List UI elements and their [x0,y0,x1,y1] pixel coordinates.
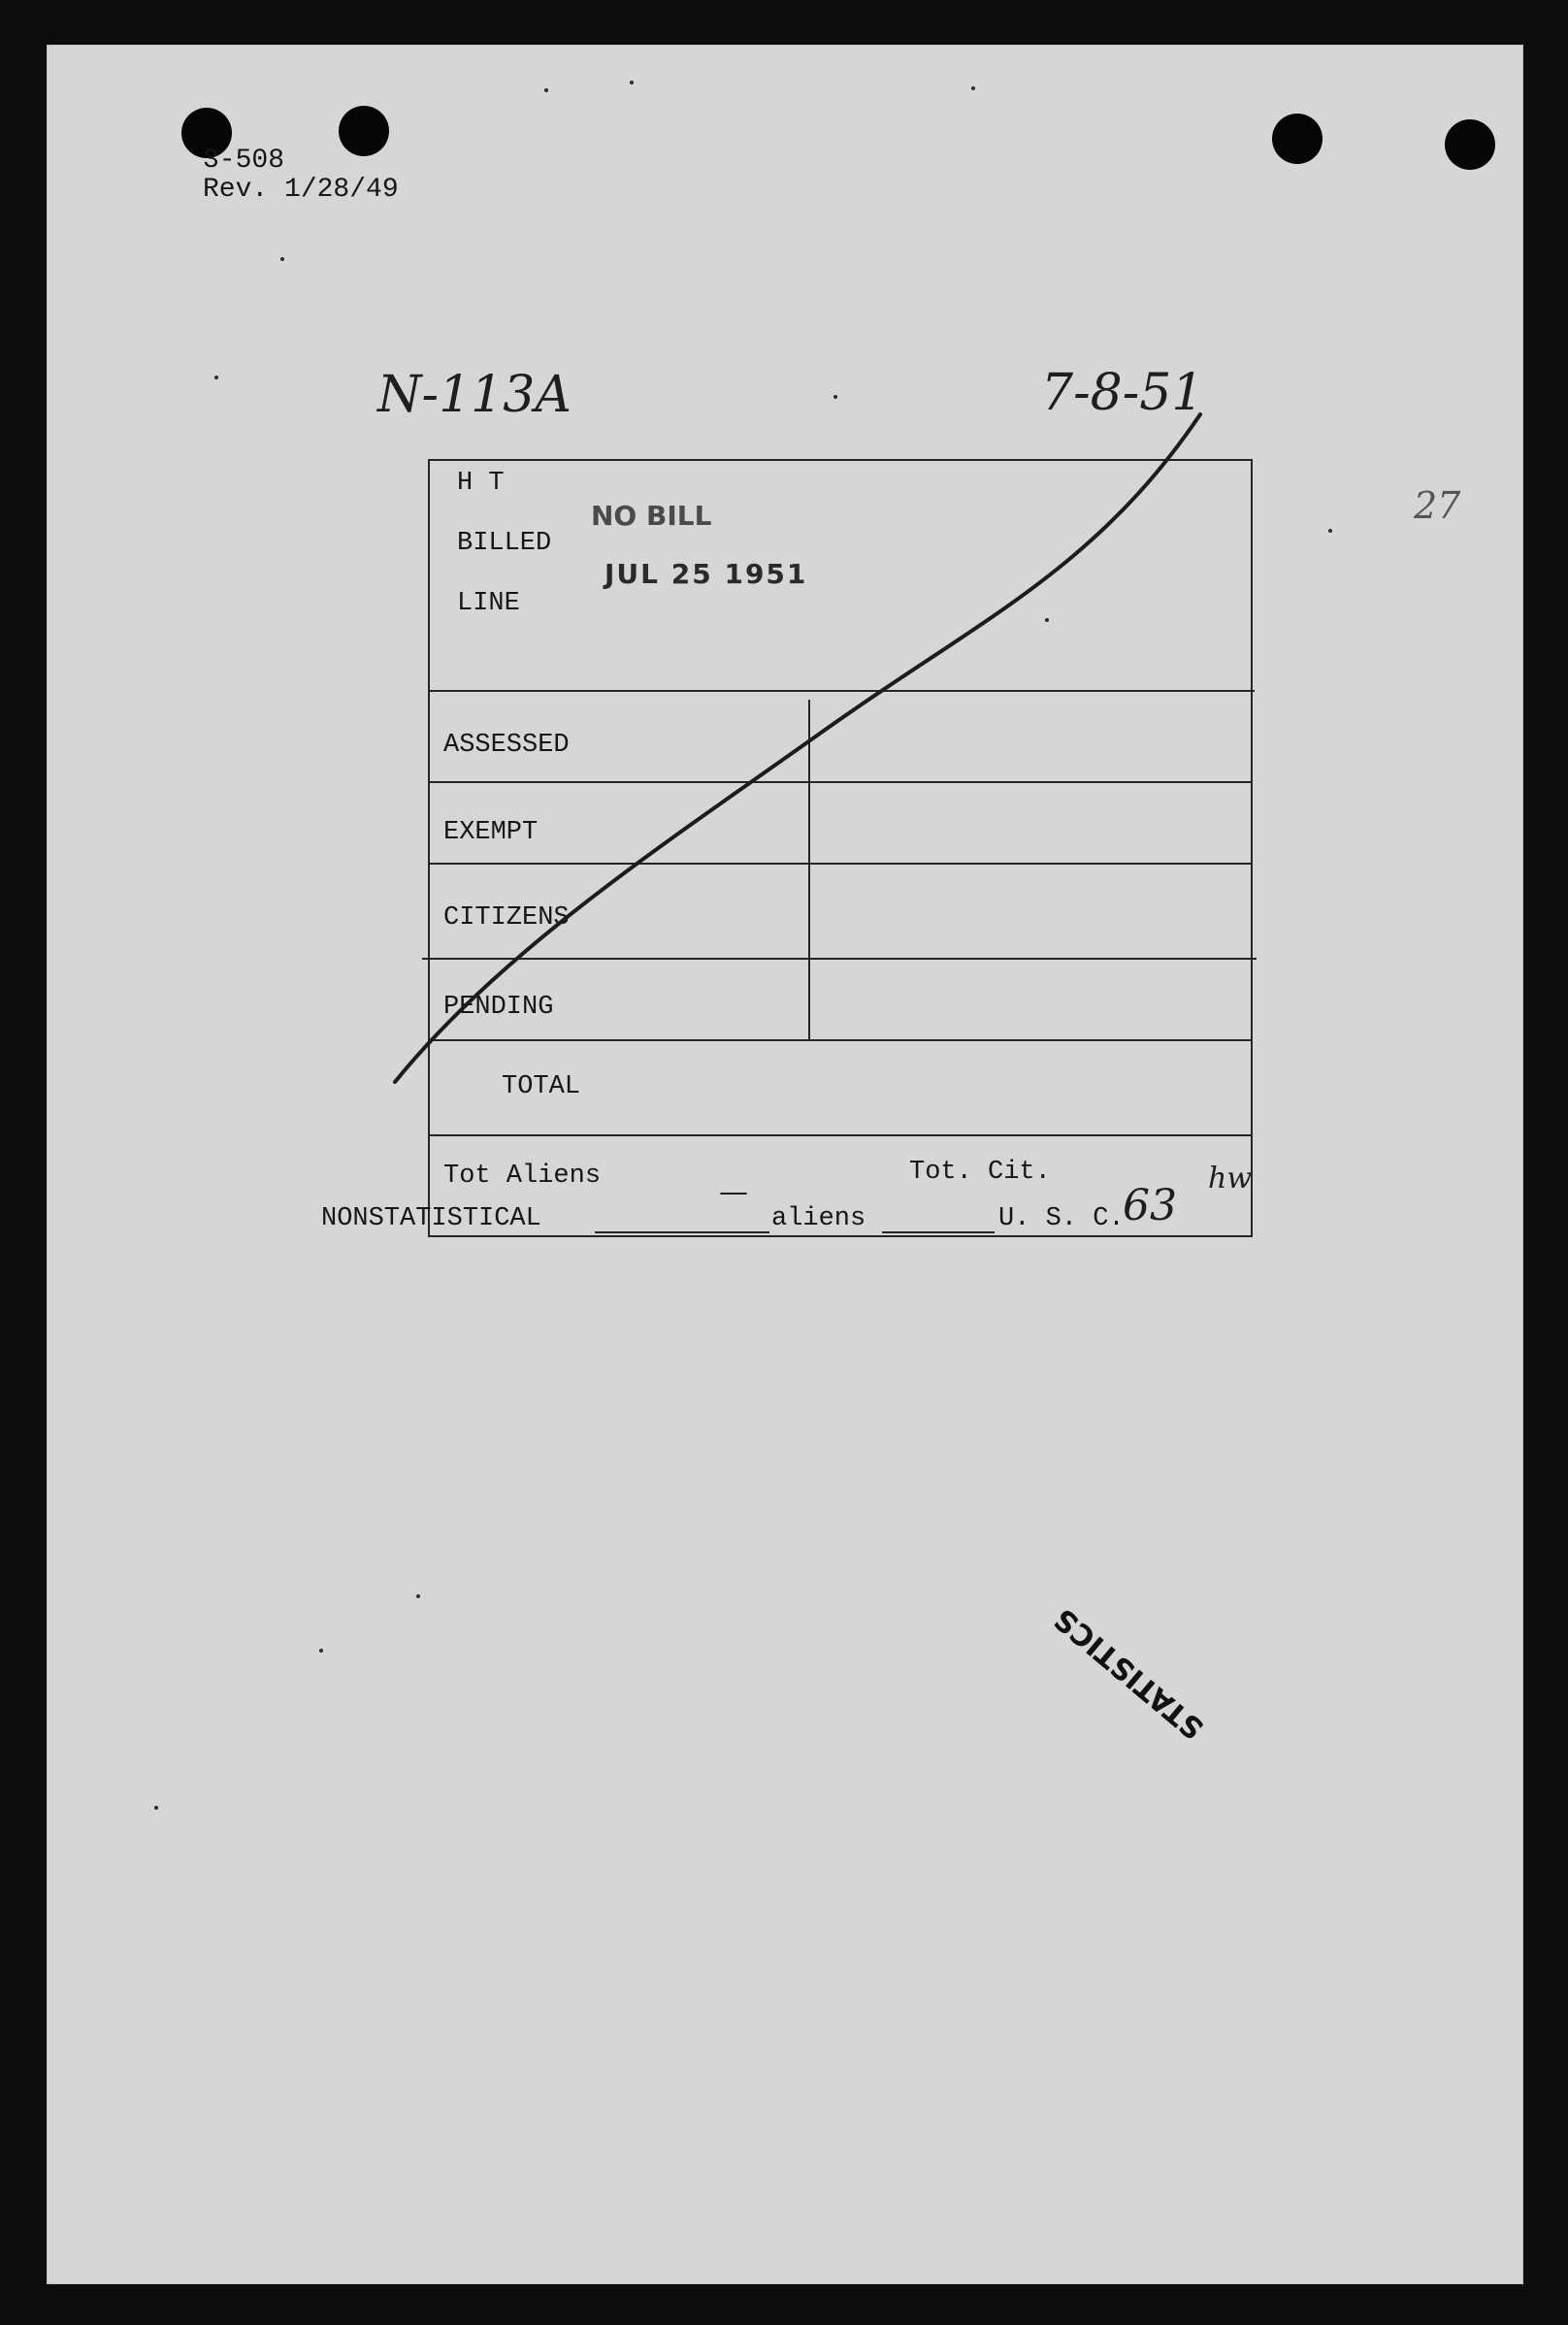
speck [971,86,975,90]
form-number: 3-508 [203,146,285,176]
form-revision: Rev. 1/28/49 [203,175,399,205]
initials: hw [1208,1162,1252,1195]
speck [1045,618,1049,622]
billed-label: BILLED [457,529,552,558]
no-bill-stamp: NO BILL [591,500,712,532]
tot-aliens-dash: — [719,1175,748,1209]
speck [280,257,284,261]
page-number: 27 [1414,484,1461,527]
speck [416,1594,420,1598]
total-label: TOTAL [502,1072,581,1101]
speck [833,395,837,399]
speck [154,1806,158,1810]
line-label: LINE [457,589,520,618]
aliens-blank [882,1231,995,1233]
file-number: N-113A [377,366,572,424]
speck [1328,529,1332,533]
usc-label: U. S. C. [998,1204,1125,1233]
speck [630,81,634,84]
nonstatistical-blank [595,1231,769,1233]
cancel-strike-line [48,46,1522,2283]
tot-aliens-label: Tot Aliens [443,1162,602,1191]
nonstatistical-label: NONSTATISTICAL [321,1204,541,1233]
tot-cit-label: Tot. Cit. [909,1158,1051,1187]
row-assessed: ASSESSED [443,731,570,760]
aliens-label: aliens [771,1204,866,1233]
date-stamp: JUL 25 1951 [604,558,808,590]
speck [319,1649,323,1653]
speck [544,88,548,92]
row-pending: PENDING [443,993,554,1022]
document-sheet [47,45,1523,2284]
ht-label: H T [457,469,505,498]
statistics-stamp: STATISTICS [1047,1601,1211,1746]
speck [214,376,218,379]
handwritten-date: 7-8-51 [1041,364,1204,422]
row-exempt: EXEMPT [443,818,539,847]
row-citizens: CITIZENS [443,903,570,933]
tot-cit-value: 63 [1123,1181,1177,1230]
